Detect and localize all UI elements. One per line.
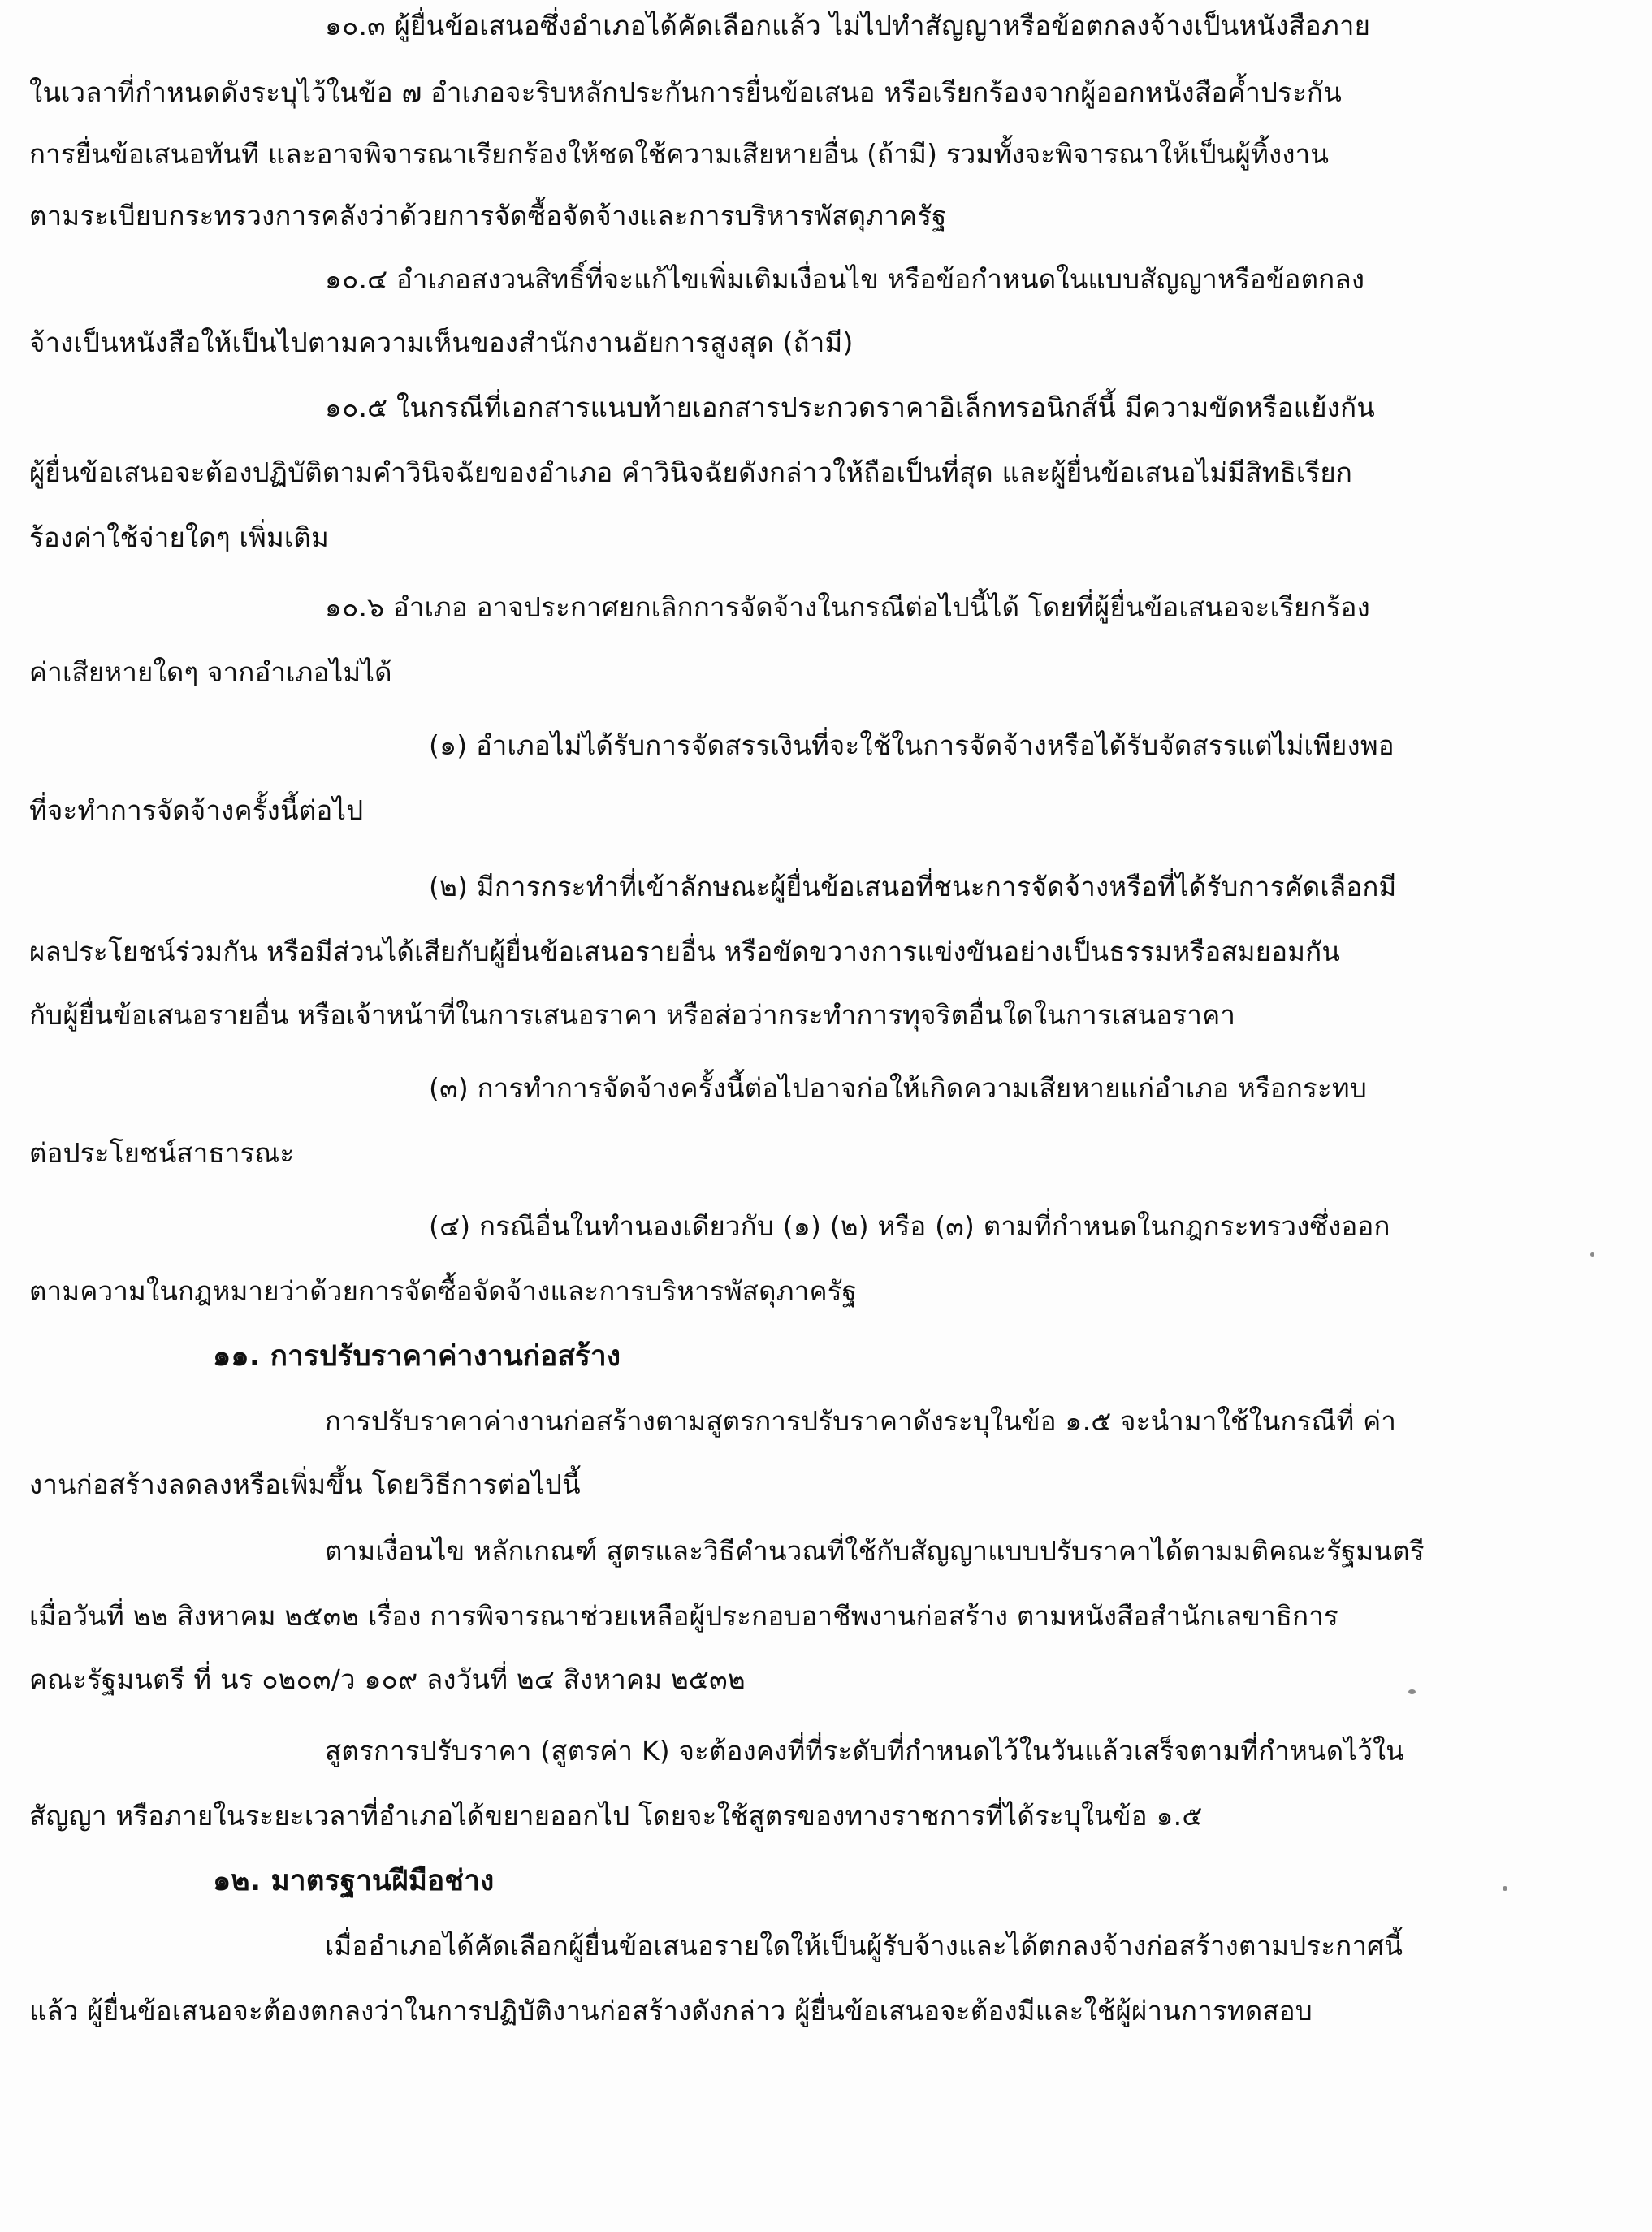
clause-10-5-line-2: ผู้ยื่นข้อเสนอจะต้องปฏิบัติตามคำวินิจฉัยของอำเภอ คำวินิจฉัยดังกล่าวให้ถือเป็นที่สุด และผู้ยื่นข้อเสนอไม่มีสิทธิเรียก xyxy=(29,456,1353,488)
sub-item-1-line-2: ที่จะทำการจัดจ้างครั้งนี้ต่อไป xyxy=(29,794,364,826)
section-12-p1-line-2: แล้ว ผู้ยื่นข้อเสนอจะต้องตกลงว่าในการปฏิบัติงานก่อสร้างดังกล่าว ผู้ยื่นข้อเสนอจะต้องมีและใช้ผู้ผ่านการทดสอบ xyxy=(29,1995,1313,2027)
section-11-p1-line-1: การปรับราคาค่างานก่อสร้างตามสูตรการปรับราคาดังระบุในข้อ ๑.๕ จะนำมาใช้ในกรณีที่ ค่า xyxy=(325,1405,1397,1437)
clause-10-3-line-3: การยื่นข้อเสนอทันที และอาจพิจารณาเรียกร้องให้ชดใช้ความเสียหายอื่น (ถ้ามี) รวมทั้งจะพิจารณาให้เป็นผู้ทิ้งงาน xyxy=(29,138,1330,170)
clause-10-5-line-3: ร้องค่าใช้จ่ายใดๆ เพิ่มเติม xyxy=(29,521,329,553)
scan-speck xyxy=(1503,1886,1507,1891)
sub-item-4-line-1: (๔) กรณีอื่นในทำนองเดียวกับ (๑) (๒) หรือ (๓) ตามที่กำหนดในกฎกระทรวงซึ่งออก xyxy=(429,1210,1390,1242)
sub-item-3-line-1: (๓) การทำการจัดจ้างครั้งนี้ต่อไปอาจก่อให้เกิดความเสียหายแก่อำเภอ หรือกระทบ xyxy=(429,1072,1368,1104)
clause-10-6-line-2: ค่าเสียหายใดๆ จากอำเภอไม่ได้ xyxy=(29,656,392,688)
clause-10-4-line-2: จ้างเป็นหนังสือให้เป็นไปตามความเห็นของสำนักงานอัยการสูงสุด (ถ้ามี) xyxy=(29,327,854,358)
sub-item-2-line-1: (๒) มีการกระทำที่เข้าลักษณะผู้ยื่นข้อเสนอที่ชนะการจัดจ้างหรือที่ได้รับการคัดเลือกมี xyxy=(429,871,1397,902)
sub-item-2-line-3: กับผู้ยื่นข้อเสนอรายอื่น หรือเจ้าหน้าที่ในการเสนอราคา หรือส่อว่ากระทำการทุจริตอื่นใดในการเสนอราคา xyxy=(29,999,1236,1031)
clause-10-6-line-1: ๑๐.๖ อำเภอ อาจประกาศยกเลิกการจัดจ้างในกรณีต่อไปนี้ได้ โดยที่ผู้ยื่นข้อเสนอจะเรียกร้อง xyxy=(325,591,1370,623)
clause-10-4-line-1: ๑๐.๔ อำเภอสงวนสิทธิ์ที่จะแก้ไขเพิ่มเติมเงื่อนไข หรือข้อกำหนดในแบบสัญญาหรือข้อตกลง xyxy=(325,263,1365,295)
scan-speck xyxy=(1408,1689,1416,1694)
section-12-p1-line-1: เมื่ออำเภอได้คัดเลือกผู้ยื่นข้อเสนอรายใดให้เป็นผู้รับจ้างและได้ตกลงจ้างก่อสร้างตามประกาศนี้ xyxy=(325,1930,1403,1962)
section-11-p2-line-3: คณะรัฐมนตรี ที่ นร ๐๒๐๓/ว ๑๐๙ ลงวันที่ ๒๔ สิงหาคม ๒๕๓๒ xyxy=(29,1663,746,1695)
sub-item-3-line-2: ต่อประโยชน์สาธารณะ xyxy=(29,1137,295,1169)
section-11-p3-line-1: สูตรการปรับราคา (สูตรค่า K) จะต้องคงที่ที่ระดับที่กำหนดไว้ในวันแล้วเสร็จตามที่กำหนดไว้ใน xyxy=(325,1735,1405,1767)
section-11-p1-line-2: งานก่อสร้างลดลงหรือเพิ่มขึ้น โดยวิธีการต่อไปนี้ xyxy=(29,1469,581,1500)
section-11-p3-line-2: สัญญา หรือภายในระยะเวลาที่อำเภอได้ขยายออกไป โดยจะใช้สูตรของทางราชการที่ได้ระบุในข้อ ๑.๕ xyxy=(29,1800,1203,1832)
sub-item-4-line-2: ตามความในกฎหมายว่าด้วยการจัดซื้อจัดจ้างและการบริหารพัสดุภาครัฐ xyxy=(29,1275,858,1307)
clause-10-3-line-1: ๑๐.๓ ผู้ยื่นข้อเสนอซึ่งอำเภอได้คัดเลือกแล้ว ไม่ไปทำสัญญาหรือข้อตกลงจ้างเป็นหนังสือภาย xyxy=(325,10,1371,41)
clause-10-3-line-4: ตามระเบียบกระทรวงการคลังว่าด้วยการจัดซื้อจัดจ้างและการบริหารพัสดุภาครัฐ xyxy=(29,200,947,231)
section-11-p2-line-2: เมื่อวันที่ ๒๒ สิงหาคม ๒๕๓๒ เรื่อง การพิจารณาช่วยเหลือผู้ประกอบอาชีพงานก่อสร้าง ตามหนังสือสำนักเลขาธิการ xyxy=(29,1600,1338,1632)
clause-10-5-line-1: ๑๐.๕ ในกรณีที่เอกสารแนบท้ายเอกสารประกวดราคาอิเล็กทรอนิกส์นี้ มีความขัดหรือแย้งกัน xyxy=(325,391,1376,423)
section-11-p2-line-1: ตามเงื่อนไข หลักเกณฑ์ สูตรและวิธีคำนวณที่ใช้กับสัญญาแบบปรับราคาได้ตามมติคณะรัฐมนตรี xyxy=(325,1535,1425,1567)
section-12-heading: ๑๒. มาตรฐานฝีมือช่าง xyxy=(213,1865,495,1897)
scan-speck xyxy=(1590,1252,1594,1257)
clause-10-3-line-2: ในเวลาที่กำหนดดังระบุไว้ในข้อ ๗ อำเภอจะริบหลักประกันการยื่นข้อเสนอ หรือเรียกร้องจากผู้ออกหนังสือค้ำประกัน xyxy=(29,76,1342,108)
section-11-heading: ๑๑. การปรับราคาค่างานก่อสร้าง xyxy=(213,1340,621,1373)
sub-item-2-line-2: ผลประโยชน์ร่วมกัน หรือมีส่วนได้เสียกับผู้ยื่นข้อเสนอรายอื่น หรือขัดขวางการแข่งขันอย่างเป็นธรรมหรือสมยอมกัน xyxy=(29,936,1341,967)
sub-item-1-line-1: (๑) อำเภอไม่ได้รับการจัดสรรเงินที่จะใช้ในการจัดจ้างหรือได้รับจัดสรรแต่ไม่เพียงพอ xyxy=(429,729,1395,761)
